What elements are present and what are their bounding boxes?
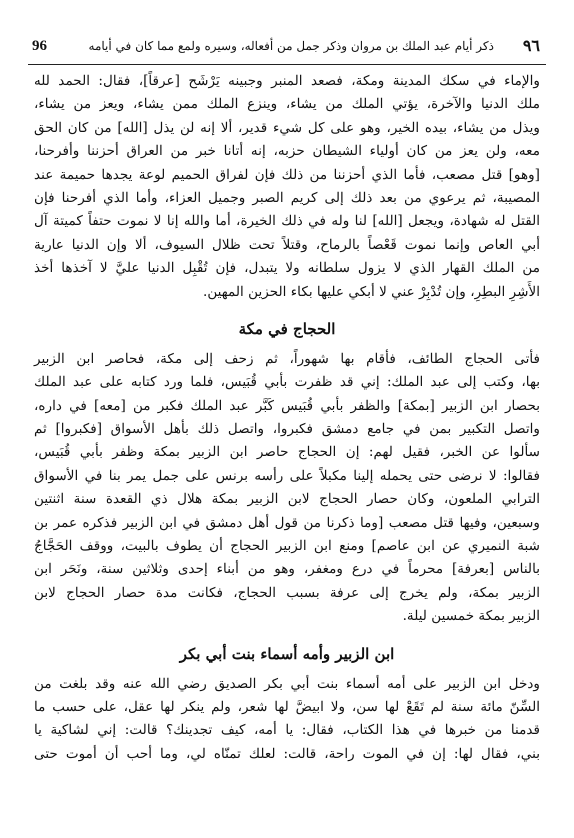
page-body	[34, 70, 540, 766]
text-line: الترابي الملعون، وكان حصار الحجاج لابن الزبير بمكة هلال ذي القعدة سنة اثنتين	[34, 491, 540, 508]
text-line: والإماء في سكك المدينة ومكة، فصعد المنبر وجبينه يَرْشَح [عرقاً]، فقال: الحمد لله	[34, 73, 540, 89]
text-line: أبي العاص وإنما نموت قَعْصاً بالرماح، وقتلاً تحت ظلال السيوف، ألا وإن الدنيا عارية	[34, 236, 540, 253]
text-line: فقالوا: لا نرضى حتى يحمله إلينا مكبلاً على رأسه برنس على جمل يمر بنا في الأسواق	[34, 467, 540, 484]
text-line: بها، وكتب إلى عبد الملك: إني قد ظفرت بأبي قُبَيس، فلما ورد كتابه على عبد الملك	[34, 374, 540, 391]
text-line: واتصل التكبير بمن في جامع دمشق فكبروا، واتصل ذلك بأهل الأسواق [فكبروا] ثم	[34, 421, 540, 438]
text-line: معه، ولن يعز من كان أولياء الشيطان حزبه، إنه أتانا خبر من العراق أحزننا وأفرحنا،	[34, 143, 540, 160]
text-line: فأتى الحجاج الطائف، فأقام بها شهوراً، ثم زحف إلى مكة، فحاصر ابن الزبير	[34, 350, 540, 367]
text-line: [وهو] قتل مصعب، فأما الذي أحزننا من ذلك فإن لفراق الحميم لوعة يجدها حميمة عند	[34, 166, 540, 183]
text-line: الزبير بمكة، ولم يخرج إلى عرفة بسبب الحجاج، فكانت مدة حصار الحجاج لابن	[34, 584, 540, 601]
text-line: بني، فقال لها: إن في الموت راحة، قالت: لعلك تمنّاه لي، وما أحب أن أموت حتى	[34, 745, 540, 762]
page-header	[28, 30, 546, 65]
paragraph-speech	[34, 70, 540, 304]
section-heading: الحجاج في مكة	[238, 319, 336, 338]
text-line: بالناس [بعرفة] محرماً في درع ومغفر، وهو من أبناء إحدى وثلاثين سنة، ونَحَر ابن	[34, 561, 540, 578]
text-line: سألوا عن الخبر، فقيل لهم: إن الحجاج حاصر ابن الزبير بمكة وظفر بأبي قُبَيس،	[34, 444, 540, 461]
page-number-latin: 96	[32, 38, 47, 54]
text-line: الأَشِرِ البطِرِ، وإن تُدْبِرْ عني لا أبكي عليها بكاء الحزين المهين.	[203, 283, 540, 300]
text-line: السِّنّ مائة سنة لم تَقَعْ لها سن، ولا ابيضَّ لها شعر، ولم ينكر لها عقل، على حسب ما	[34, 698, 540, 715]
paragraph-hajjaj	[34, 348, 540, 629]
text-line: الزبير بمكة خمسين ليلة.	[402, 608, 540, 625]
text-line: وسبعين، وفيها قتل مصعب [وما ذكرنا من قول أهل دمشق في ابن الزبير فذكره عمر بن	[34, 514, 540, 531]
section-heading: ابن الزبير وأمه أسماء بنت أبي بكر	[179, 644, 395, 663]
text-line: شبة النميري عن ابن عاصم] ومنع ابن الزبير الحجاج أن يطوف بالبيت، ووقف الحَجَّاجُ	[34, 538, 540, 555]
text-line: من الملك القهار الذي لا يزول سلطانه ولا يتبدل، فإن تُقْبِل الدنيا عليَّ لا آخذها أخذ	[34, 260, 540, 277]
text-line: قدمنا من خبرها في هذا الكتاب، فقال: يا أمه، كيف تجدينك؟ قالت: إني لشاكية يا	[34, 722, 540, 739]
text-line: المصيبة، ثم يرعوي من بعد ذلك إلى كريم الصبر وجميل العزاء، وأما الذي أفرحنا فإن	[34, 189, 540, 206]
page-number-arabic: ٩٦	[522, 36, 540, 55]
text-line: ويذل من يشاء، بيده الخير، وهو على كل شيء قدير، ألا إنه لن يذل [الله] من كان الحق	[34, 119, 540, 136]
text-line: ودخل ابن الزبير على أمه أسماء بنت أبي بكر الصديق رضي الله عنه وقد بلغت من	[34, 675, 540, 692]
running-title: ذكر أيام عبد الملك بن مروان وذكر جمل من أفعاله، وسيره ولمع مما كان في أيامه	[88, 39, 494, 53]
text-line: القتل له شهادة، ويجعل [الله] لنا وله في ذلك الخيرة، أما والله إنا لا نموت حتفاً كميتة آل	[34, 213, 540, 230]
paragraph-asma	[34, 673, 540, 767]
text-line: بحصار ابن الزبير [بمكة] والظفر بأبي قُبَيس كَبَّر عبد الملك فكبر من [معه] في داره،	[34, 397, 540, 414]
text-line: ملك الدنيا والآخرة، يؤتي الملك من يشاء، وينزع الملك ممن يشاء، ويعز من يشاء،	[34, 96, 540, 113]
